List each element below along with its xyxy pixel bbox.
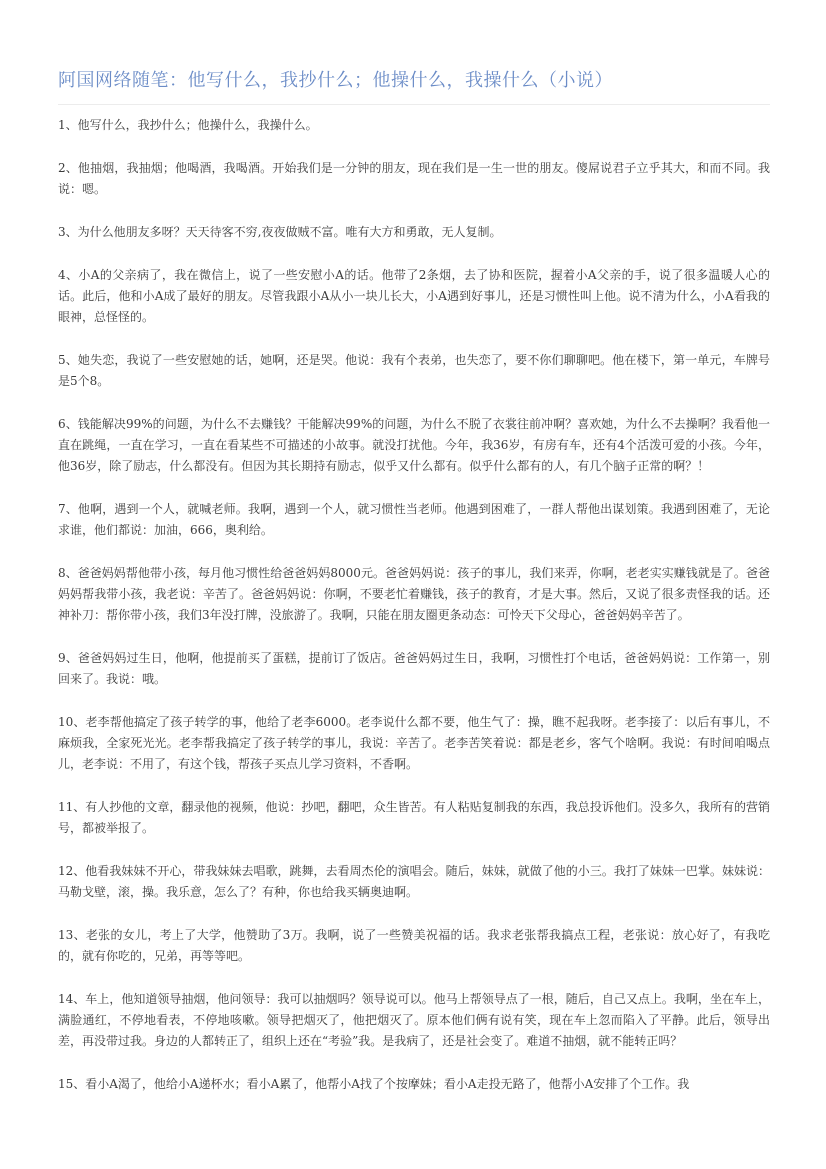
paragraph-8: 8、爸爸妈妈帮他带小孩，每月他习惯性给爸爸妈妈8000元。爸爸妈妈说：孩子的事儿，我们来弄，你啊，老老实实赚钱就是了。爸爸妈妈帮我带小孩，我老说：辛苦了。爸爸妈妈说：你啊，不要老忙着赚钱，孩子的教育，才是大事。然后，又说了很多责怪我的话。还神补刀：帮你带小孩，我们3年没打牌，没旅游了。我啊，只能在朋友圈更条动态：可怜天下父母心，爸爸妈妈辛苦了。 xyxy=(58,566,770,622)
paragraph-11: 11、有人抄他的文章，翻录他的视频，他说：抄吧，翻吧，众生皆苦。有人粘贴复制我的东西，我总投诉他们。没多久，我所有的营销号，都被举报了。 xyxy=(58,800,770,835)
paragraph-5: 5、她失恋，我说了一些安慰她的话，她啊，还是哭。他说：我有个表弟，也失恋了，要不你们聊聊吧。他在楼下，第一单元，车牌号是5个8。 xyxy=(58,353,770,388)
paragraph-13: 13、老张的女儿，考上了大学，他赞助了3万。我啊，说了一些赞美祝福的话。我求老张帮我搞点工程，老张说：放心好了，有我吃的，就有你吃的，兄弟，再等等吧。 xyxy=(58,928,770,963)
paragraph-6: 6、钱能解决99%的问题，为什么不去赚钱？干能解决99%的问题，为什么不脱了衣裳往前冲啊？喜欢她，为什么不去操啊？我看他一直在跳绳，一直在学习，一直在看某些不可描述的小故事。就没打扰他。今年，我36岁，有房有车，还有4个活泼可爱的小孩。今年，他36岁，除了励志，什么都没有。但因为其长期持有励志，似乎又什么都有。似乎什么都有的人，有几个脑子正常的啊？！ xyxy=(58,417,770,473)
paragraph-15: 15、看小A渴了，他给小A递杯水；看小A累了，他帮小A找了个按摩妹；看小A走投无路了，他帮小A安排了个工作。我 xyxy=(58,1077,690,1091)
paragraph-1: 1、他写什么，我抄什么；他操什么，我操什么。 xyxy=(58,118,318,132)
paragraph-7: 7、他啊，遇到一个人，就喊老师。我啊，遇到一个人，就习惯性当老师。他遇到困难了，一群人帮他出谋划策。我遇到困难了，无论求谁，他们都说：加油，666，奥利给。 xyxy=(58,502,770,537)
paragraph-4: 4、小A的父亲病了，我在微信上，说了一些安慰小A的话。他带了2条烟，去了协和医院，握着小A父亲的手，说了很多温暖人心的话。此后，他和小A成了最好的朋友。尽管我跟小A从小一块儿长大，小A遇到好事儿，还是习惯性叫上他。说不清为什么，小A看我的眼神，总怪怪的。 xyxy=(58,268,770,324)
paragraph-3: 3、为什么他朋友多呀？天天待客不穷,夜夜做贼不富。唯有大方和勇敢，无人复制。 xyxy=(58,225,502,239)
paragraph-2: 2、他抽烟，我抽烟；他喝酒，我喝酒。开始我们是一分钟的朋友，现在我们是一生一世的朋友。傻屌说君子立乎其大，和而不同。我说：嗯。 xyxy=(58,161,770,196)
article-title: 阿国网络随笔：他写什么，我抄什么；他操什么，我操什么（小说） xyxy=(58,60,770,105)
article xyxy=(58,60,770,1117)
paragraph-12: 12、他看我妹妹不开心，带我妹妹去唱歌，跳舞，去看周杰伦的演唱会。随后，妹妹，就做了他的小三。我打了妹妹一巴掌。妹妹说：马勒戈壁，滚，操。我乐意，怎么了？有种，你也给我买辆奥迪啊。 xyxy=(58,864,770,899)
paragraph-14: 14、车上，他知道领导抽烟，他问领导：我可以抽烟吗？领导说可以。他马上帮领导点了一根，随后，自己又点上。我啊，坐在车上，满脸通红，不停地看表，不停地咳嗽。领导把烟灭了，他把烟灭了。原本他们俩有说有笑，现在车上忽而陷入了平静。此后，领导出差，再没带过我。身边的人都转正了，组织上还在“考验”我。是我病了，还是社会变了。难道不抽烟，就不能转正吗？ xyxy=(58,992,770,1048)
paragraph-10: 10、老李帮他搞定了孩子转学的事，他给了老李6000。老李说什么都不要，他生气了：操，瞧不起我呀。老李接了：以后有事儿，不麻烦我，全家死光光。老李帮我搞定了孩子转学的事儿，我说：辛苦了。老李苦笑着说：都是老乡，客气个啥啊。我说：有时间咱喝点儿，老李说：不用了，有这个钱，帮孩子买点儿学习资料，不香啊。 xyxy=(58,715,770,771)
article-body xyxy=(58,115,770,1095)
paragraph-9: 9、爸爸妈妈过生日，他啊，他提前买了蛋糕，提前订了饭店。爸爸妈妈过生日，我啊，习惯性打个电话，爸爸妈妈说：工作第一，别回来了。我说：哦。 xyxy=(58,651,770,686)
